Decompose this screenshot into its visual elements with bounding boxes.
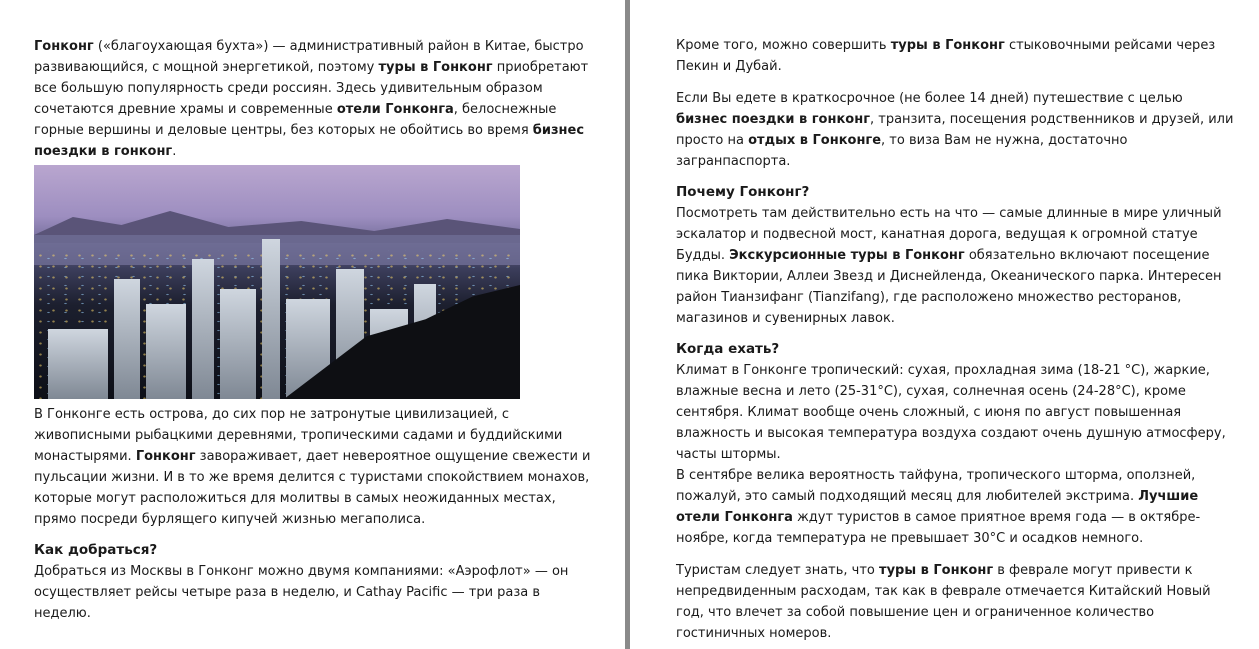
heading-how-to-get: Как добраться? bbox=[34, 542, 158, 558]
text-span: стыковочными рейсами через Пекин и Дубай. bbox=[676, 38, 1216, 74]
bold-term: отели Гонконга bbox=[336, 102, 454, 117]
text-span: В Гонконге есть острова, до сих пор не затронутые цивилизацией, с живописными рыбацкими деревнями, тропическими садами и буддийскими монастырями. bbox=[34, 407, 563, 464]
connecting-flights-paragraph bbox=[676, 35, 1236, 77]
bold-term: Гонконг bbox=[135, 449, 196, 464]
heading-why-hong-kong: Почему Гонконг? bbox=[676, 184, 810, 200]
bold-term: отдых в Гонконге bbox=[748, 133, 882, 148]
bold-term: бизнес поездки в гонконг bbox=[676, 112, 870, 127]
bold-term: Экскурсионные туры в Гонконг bbox=[729, 248, 965, 263]
islands-paragraph bbox=[34, 404, 594, 530]
bold-term: туры в Гонконг bbox=[879, 563, 994, 578]
heading-when-to-go: Когда ехать? bbox=[676, 341, 780, 357]
text-span: Посмотреть там действительно есть на что — самые длинные в мире уличный эскалатор и подвесной мост, канатная дорога, ведущая к огромной статуе Будды. bbox=[676, 206, 1222, 263]
text-span: ждут туристов в самое приятное время года — в октябре-ноябре, когда температура не превышает 30°C и осадков немного. bbox=[676, 510, 1201, 546]
page-divider bbox=[625, 0, 630, 649]
text-span: , то виза Вам не нужна, достаточно загранпаспорта. bbox=[676, 133, 1128, 169]
visa-paragraph bbox=[676, 88, 1236, 172]
text-span: («благоухающая бухта») — административный район в Китае, быстро развивающийся, с мощной энергетикой, поэтому bbox=[34, 39, 584, 75]
right-column bbox=[676, 35, 1236, 644]
text-span: . bbox=[172, 144, 177, 159]
september-paragraph bbox=[676, 465, 1236, 549]
text-span: , белоснежные горные вершины и деловые центры, без которых не обойтись во время bbox=[34, 102, 557, 138]
text-span: приобретают все большую популярность среди россиян. Здесь удивительным образом сочетаются древние храмы и современные bbox=[34, 60, 589, 117]
intro-paragraph bbox=[34, 36, 594, 162]
hong-kong-skyline-photo bbox=[34, 165, 520, 399]
text-span: Туристам следует знать, что bbox=[676, 563, 880, 578]
why-paragraph bbox=[676, 203, 1236, 329]
bold-term: Гонконг bbox=[34, 39, 94, 54]
left-column bbox=[34, 36, 594, 624]
text-span: обязательно включают посещение пика Виктории, Аллеи Звезд и Диснейленда, Океанического парка. Интересен район Тианзифанг (Tianzifang), где расположено множество ресторанов, магазинов и сувенирных лавок. bbox=[676, 248, 1222, 326]
climate-paragraph: Климат в Гонконге тропический: сухая, прохладная зима (18-21 °C), жаркие, влажные весна и лето (25-31°C), сухая, солнечная осень (24-28°C), кроме сентября. Климат вообще очень сложный, с июня по август повышенная влажность и высокая температура воздуха создают очень душную атмосферу, часты штормы. bbox=[676, 363, 1226, 462]
february-paragraph bbox=[676, 560, 1236, 644]
text-span: в феврале могут привести к непредвиденным расходам, так как в феврале отмечается Китайский Новый год, что влечет за собой повышение цен и ограниченное количество гостиничных номеров. bbox=[676, 563, 1211, 641]
how-to-get-paragraph: Добраться из Москвы в Гонконг можно двумя компаниями: «Аэрофлот» — он осуществляет рейсы четыре раза в неделю, и Cathay Pacific — три раза в неделю. bbox=[34, 564, 569, 621]
text-span: , транзита, посещения родственников и друзей, или просто на bbox=[676, 112, 1234, 148]
text-span: завораживает, дает невероятное ощущение свежести и пульсации жизни. И в то же время делится с туристами спокойствием монахов, которые могут расположиться для молитвы в самых неожиданных местах, прямо посреди бурлящего кипучей жизнью мегаполиса. bbox=[34, 449, 591, 527]
bold-term: туры в Гонконг bbox=[890, 38, 1005, 53]
bold-term: бизнес поездки в гонконг bbox=[34, 123, 585, 159]
text-span: Кроме того, можно совершить bbox=[676, 38, 891, 53]
text-span: В сентябре велика вероятность тайфуна, тропического шторма, оползней, пожалуй, это самый подходящий месяц для любителей экстрима. bbox=[676, 468, 1196, 504]
text-span: Если Вы едете в краткосрочное (не более 14 дней) путешествие с целью bbox=[676, 91, 1183, 106]
bold-term: туры в Гонконг bbox=[378, 60, 493, 75]
bold-term: Лучшие отели Гонконга bbox=[676, 489, 1199, 525]
